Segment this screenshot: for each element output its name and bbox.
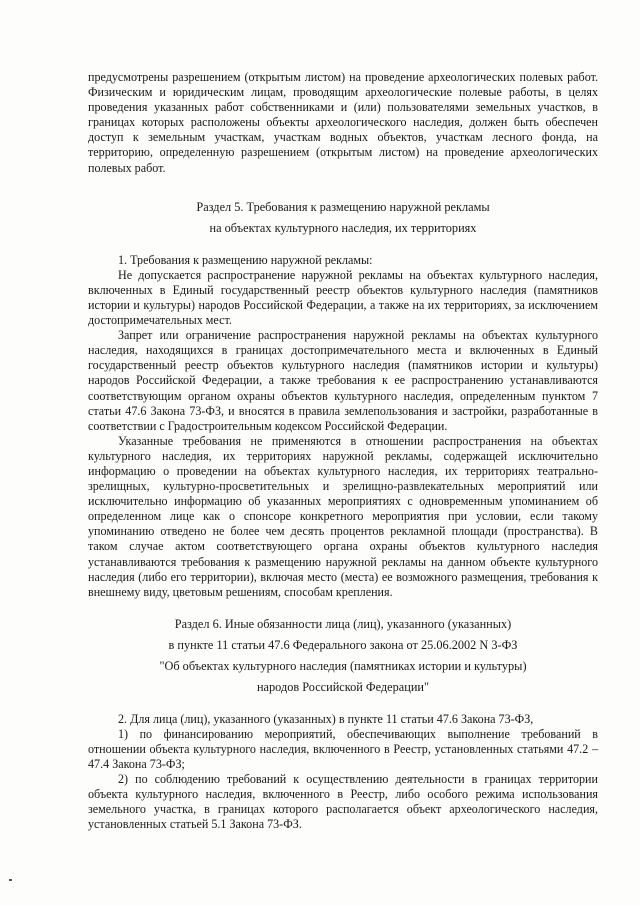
spacer xyxy=(88,600,598,614)
section-5-heading-line: Раздел 5. Требования к размещению наружной рекламы xyxy=(196,199,490,214)
section-6-heading-line: "Об объектах культурного наследия (памятниках истории и культуры) xyxy=(159,658,527,673)
scan-speck xyxy=(9,879,12,881)
opening-paragraph: предусмотрены разрешением (открытым листом) на проведение археологических полевых работ. Физическим и юридическим лицам, проводящим археологические полевые работы, в целях проведения указанных работ собственниками и (или) пользователями земельных участков, в границах которых расположены объекты археологического наследия, должен быть обеспечен доступ к земельным участкам, участкам водных объектов, участкам лесного фонда, на территорию, определенную разрешением (открытым листом) на проведение археологических полевых работ. xyxy=(88,70,598,175)
section-6-heading-line: в пункте 11 статьи 47.6 Федерального закона от 25.06.2002 N 3-ФЗ xyxy=(168,637,518,652)
section-5-paragraph: Запрет или ограничение распространения наружной рекламы на объектах культурного наследия, находящихся в границах достопримечательного места и включенных в Единый государственный реестр объектов культурного наследия (памятников истории и культуры) народов Российской Федерации, а также требования к ее распространению устанавливаются соответствующим органом охраны объектов культурного наследия, определенным пунктом 7 статьи 47.6 Закона 73-ФЗ, и вносятся в правила землепользования и застройки, разработанные в соответствии с Градостроительным кодексом Российской Федерации. xyxy=(88,328,598,433)
spacer xyxy=(88,176,598,197)
section-5-paragraph: Не допускается распространение наружной рекламы на объектах культурного наследия, включенных в Единый государственный реестр объектов культурного наследия (памятников истории и культуры) народов Российской Федерации, а также на их территориях, за исключением достопримечательных мест. xyxy=(88,267,598,328)
section-6-item-2: 2. Для лица (лиц), указанного (указанных) в пункте 11 статьи 47.6 Закона 73-ФЗ, xyxy=(118,711,534,726)
section-6-heading xyxy=(88,614,598,698)
section-5-item-1: 1. Требования к размещению наружной рекламы: xyxy=(118,252,373,267)
spacer xyxy=(88,239,598,253)
document-body xyxy=(88,70,598,833)
section-6-paragraph: 2) по соблюдению требований к осуществлению деятельности в границах территории объекта культурного наследия, включенного в Реестр, либо особого режима использования земельного участка, в границах которого располагается объект археологического наследия, установленных статьей 5.1 Закона 73-ФЗ. xyxy=(88,772,598,832)
section-5-heading xyxy=(88,197,598,239)
spacer xyxy=(88,698,598,712)
section-6-paragraph: 1) по финансированию мероприятий, обеспечивающих выполнение требований в отношении объекта культурного наследия, включенного в Реестр, установленных статьями 47.2 – 47.4 Закона 73-ФЗ; xyxy=(88,726,598,772)
section-5-heading-line: на объектах культурного наследия, их территориях xyxy=(209,220,477,235)
section-6-heading-line: Раздел 6. Иные обязанности лица (лиц), указанного (указанных) xyxy=(174,616,512,631)
section-5-paragraph: Указанные требования не применяются в отношении распространения на объектах культурного наследия, их территориях наружной рекламы, содержащей исключительно информацию о проведении на объектах культурного наследия, их территориях театрально-зрелищных, культурно-просветительных и зрелищно-развлекательных мероприятий или исключительно информацию об указанных мероприятиях с одновременным упоминанием об определенном лице как о спонсоре конкретного мероприятия при условии, если такому упоминанию отведено не более чем десять процентов рекламной площади (пространства). В таком случае актом соответствующего органа охраны объектов культурного наследия устанавливаются требования к размещению наружной рекламы на данном объекте культурного наследия (либо его территории), включая место (места) ее возможного размещения, требования к внешнему виду, цветовым решениям, способам крепления. xyxy=(88,433,598,599)
section-6-heading-line: народов Российской Федерации" xyxy=(256,679,430,694)
